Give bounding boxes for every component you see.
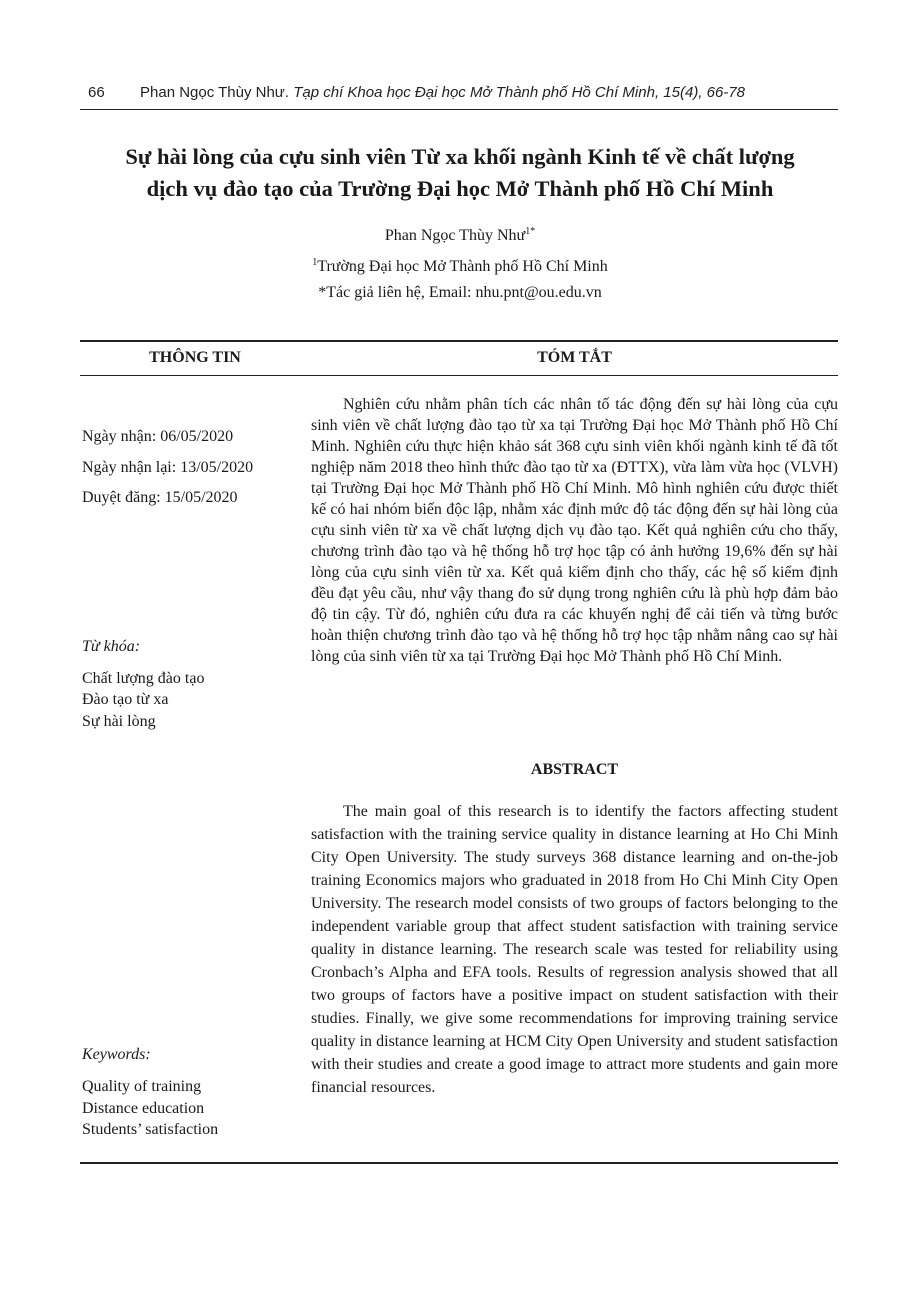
title-line-1: Sự hài lòng của cựu sinh viên Từ xa khối ngành Kinh tế về chất lượng	[125, 144, 795, 169]
abstract-en-text: The main goal of this research is to identify the factors affecting student satisfaction with the training service quality in distance learning at Ho Chi Minh City Open University. The study surveys 368 distance learning and on-the-job training Economics majors who graduated in 2018 from Ho Chi Minh City Open University. The research model consists of two groups of factors belonging to the independent variable group that affect student satisfaction with training service quality in distance learning. The research scale was tested for reliability using Cronbach’s Alpha and EFA tools. Results of regression analysis showed that all two groups of factors have a positive impact on student satisfaction with their studies. Finally, we give some recommendations for improving training service quality in distance learning at HCM City Open University and student satisfaction with their studies and create a good image to attract more students and gain more financial resources.	[311, 803, 838, 1096]
keyword-vi-item: Chất lượng đào tạo	[82, 670, 205, 687]
author-name: Phan Ngọc Thùy Như	[384, 227, 526, 244]
running-head	[88, 84, 833, 101]
keywords-vi-label: Từ khóa:	[82, 638, 141, 655]
keyword-en-item: Quality of training	[82, 1078, 202, 1095]
keyword-vi-item: Đào tạo từ xa	[82, 691, 169, 708]
header-rule	[80, 109, 838, 110]
abstract-english-heading: ABSTRACT	[530, 761, 619, 778]
author-marks: 1*	[525, 226, 536, 237]
keyword-en-item: Students’ satisfaction	[82, 1121, 219, 1138]
table-header-rule	[80, 375, 838, 376]
running-head-journal: Tạp chí Khoa học Đại học Mở Thành phố Hồ Chí Minh,	[293, 84, 660, 101]
author-line	[0, 226, 920, 245]
date-revised: Ngày nhận lại: 13/05/2020	[82, 459, 254, 476]
abstract-vi-text: Nghiên cứu nhằm phân tích các nhân tố tác động đến sự hài lòng của cựu sinh viên về chất lượng đào tạo từ xa tại Trường Đại học Mở Thành phố Hồ Chí Minh. Nghiên cứu thực hiện khảo sát 368 cựu sinh viên khối ngành kinh tế đã tốt nghiệp năm 2018 theo hình thức đào tạo từ xa (ĐTTX), vừa làm vừa học (VLVH) tại Trường Đại học Mở Thành phố Hồ Chí Minh. Mô hình nghiên cứu được thiết kế có hai nhóm biến độc lập, nhằm xác định mức độ tác động đến sự hài lòng của cựu sinh viên từ xa về chất lượng dịch vụ đào tạo. Kết quả nghiên cứu cho thấy, chương trình đào tạo và hệ thống hỗ trợ học tập có ảnh hưởng 19,6% đến sự hài lòng của cựu sinh viên từ xa. Kết quả kiểm định cho thấy, các hệ số kiểm định đều đạt yêu cầu, như vậy thang đo sử dụng trong nghiên cứu là phù hợp đảm bảo độ tin cậy. Từ đó, nghiên cứu đưa ra các khuyến nghị để cải tiến và từng bước hoàn thiện chương trình đào tạo và hệ thống hỗ trợ học tập nhằm nâng cao sự hài lòng của sinh viên từ xa tại Trường Đại học Mở Thành phố Hồ Chí Minh.	[311, 396, 838, 665]
abstract-column-heading: TÓM TẮT	[537, 349, 612, 366]
keywords-en-label: Keywords:	[82, 1046, 151, 1063]
date-received: Ngày nhận: 06/05/2020	[82, 428, 234, 445]
keyword-vi-item: Sự hài lòng	[82, 713, 156, 730]
page-number: 66	[88, 84, 105, 101]
date-accepted: Duyệt đăng: 15/05/2020	[82, 489, 238, 506]
info-column-heading: THÔNG TIN	[149, 349, 241, 366]
running-head-author: Phan Ngọc Thùy Như.	[140, 84, 290, 101]
article-title	[60, 141, 860, 205]
table-bottom-rule	[80, 1162, 838, 1164]
running-head-citation: 15(4), 66-78	[663, 84, 746, 101]
table-top-rule	[80, 340, 838, 342]
keyword-en-item: Distance education	[82, 1100, 205, 1117]
title-line-2: dịch vụ đào tạo của Trường Đại học Mở Thành phố Hồ Chí Minh	[146, 176, 774, 201]
abstract-vietnamese	[311, 394, 838, 667]
affiliation-line	[0, 257, 920, 276]
contact-email: *Tác giả liên hệ, Email: nhu.pnt@ou.edu.vn	[318, 284, 602, 301]
abstract-english	[311, 800, 838, 1099]
affiliation: Trường Đại học Mở Thành phố Hồ Chí Minh	[317, 258, 608, 275]
affiliation-mark: 1	[312, 257, 318, 268]
